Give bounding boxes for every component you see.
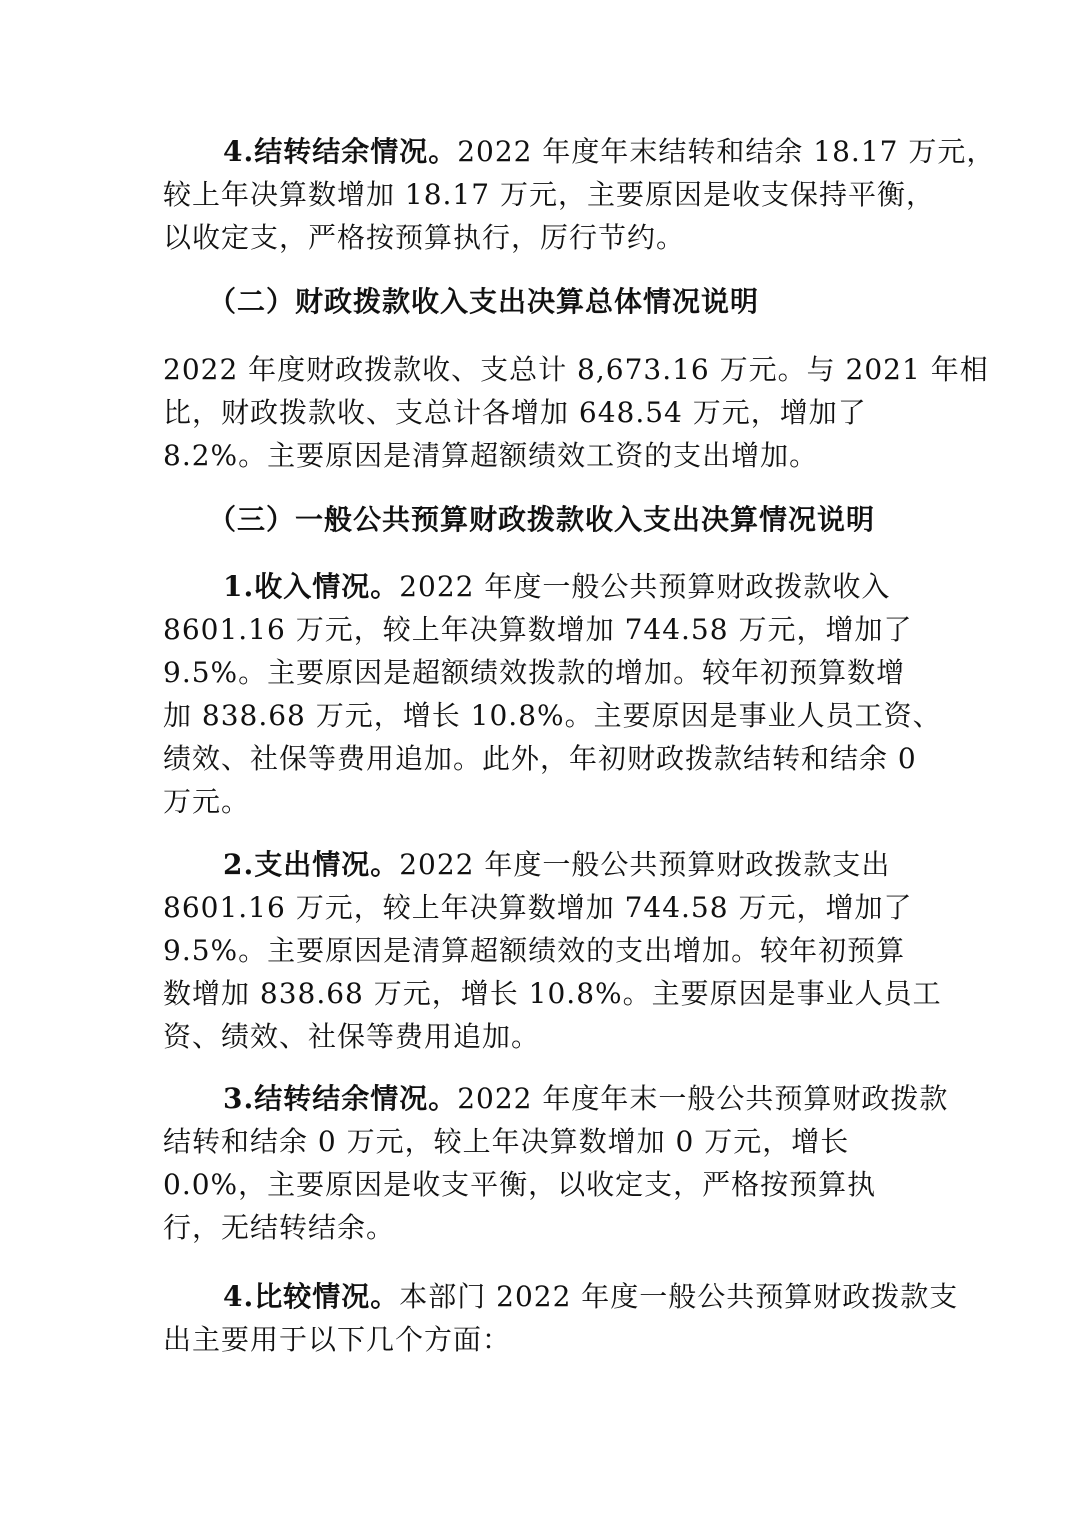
paragraph-line: 资、绩效、社保等费用追加。 [163,1020,541,1053]
paragraph-line: 8601.16 万元，较上年决算数增加 744.58 万元，增加了 [163,891,913,924]
paragraph-line: 比，财政拨款收、支总计各增加 648.54 万元，增加了 [163,396,867,429]
paragraph-line: 加 838.68 万元，增长 10.8%。主要原因是事业人员工资、 [163,699,942,732]
paragraph-line: 9.5%。主要原因是超额绩效拨款的增加。较年初预算数增 [163,656,906,689]
section-heading-2: （二）财政拨款收入支出决算总体情况说明 [208,285,760,318]
paragraph-line: 绩效、社保等费用追加。此外，年初财政拨款结转和结余 0 [163,742,917,775]
paragraph-line: 8601.16 万元，较上年决算数增加 744.58 万元，增加了 [163,613,913,646]
paragraph-lead: 3.结转结余情况。 [223,1082,458,1115]
paragraph-line: 以收定支，严格按预算执行，厉行节约。 [163,221,686,254]
paragraph-text: 2022 年度一般公共预算财政拨款收入 [399,570,891,603]
paragraph-comparison [163,1275,959,1361]
paragraph-text: 2022 年度年末一般公共预算财政拨款 [457,1082,949,1115]
paragraph-line: 2022 年度财政拨款收、支总计 8,673.16 万元。与 2021 年相 [163,353,989,386]
paragraph-carryover-total [163,130,996,259]
section-heading-3: （三）一般公共预算财政拨款收入支出决算情况说明 [208,503,876,536]
paragraph-income [163,565,942,823]
paragraph-line: 数增加 838.68 万元，增长 10.8%。主要原因是事业人员工 [163,977,942,1010]
paragraph-line: 8.2%。主要原因是清算超额绩效工资的支出增加。 [163,439,819,472]
paragraph-text: 2022 年度一般公共预算财政拨款支出 [399,848,891,881]
paragraph-lead: 1.收入情况。 [223,570,400,603]
paragraph-expenditure [163,843,942,1058]
paragraph-line: 0.0%，主要原因是收支平衡，以收定支，严格按预算执 [163,1168,877,1201]
paragraph-text: 本部门 2022 年度一般公共预算财政拨款支 [399,1280,959,1313]
paragraph-line: 结转和结余 0 万元，较上年决算数增加 0 万元，增长 [163,1125,850,1158]
paragraph-line: 行，无结转结余。 [163,1211,396,1244]
paragraph-carryover-general [163,1077,949,1249]
paragraph-line [163,1077,949,1120]
paragraph-lead: 4.结转结余情况。 [223,135,458,168]
paragraph-line: 9.5%。主要原因是清算超额绩效的支出增加。较年初预算 [163,934,906,967]
paragraph-line: 万元。 [163,785,251,818]
paragraph-lead: 2.支出情况。 [223,848,400,881]
paragraph-line [163,130,996,173]
paragraph-text: 2022 年度年末结转和结余 18.17 万元， [457,135,996,168]
paragraph-lead: 4.比较情况。 [223,1280,400,1313]
paragraph-line [163,1275,959,1318]
paragraph-line [163,565,923,608]
paragraph-fiscal-total [163,348,989,477]
paragraph-line [163,843,923,886]
paragraph-line: 较上年决算数增加 18.17 万元，主要原因是收支保持平衡， [163,178,935,211]
paragraph-line: 出主要用于以下几个方面： [163,1323,512,1356]
